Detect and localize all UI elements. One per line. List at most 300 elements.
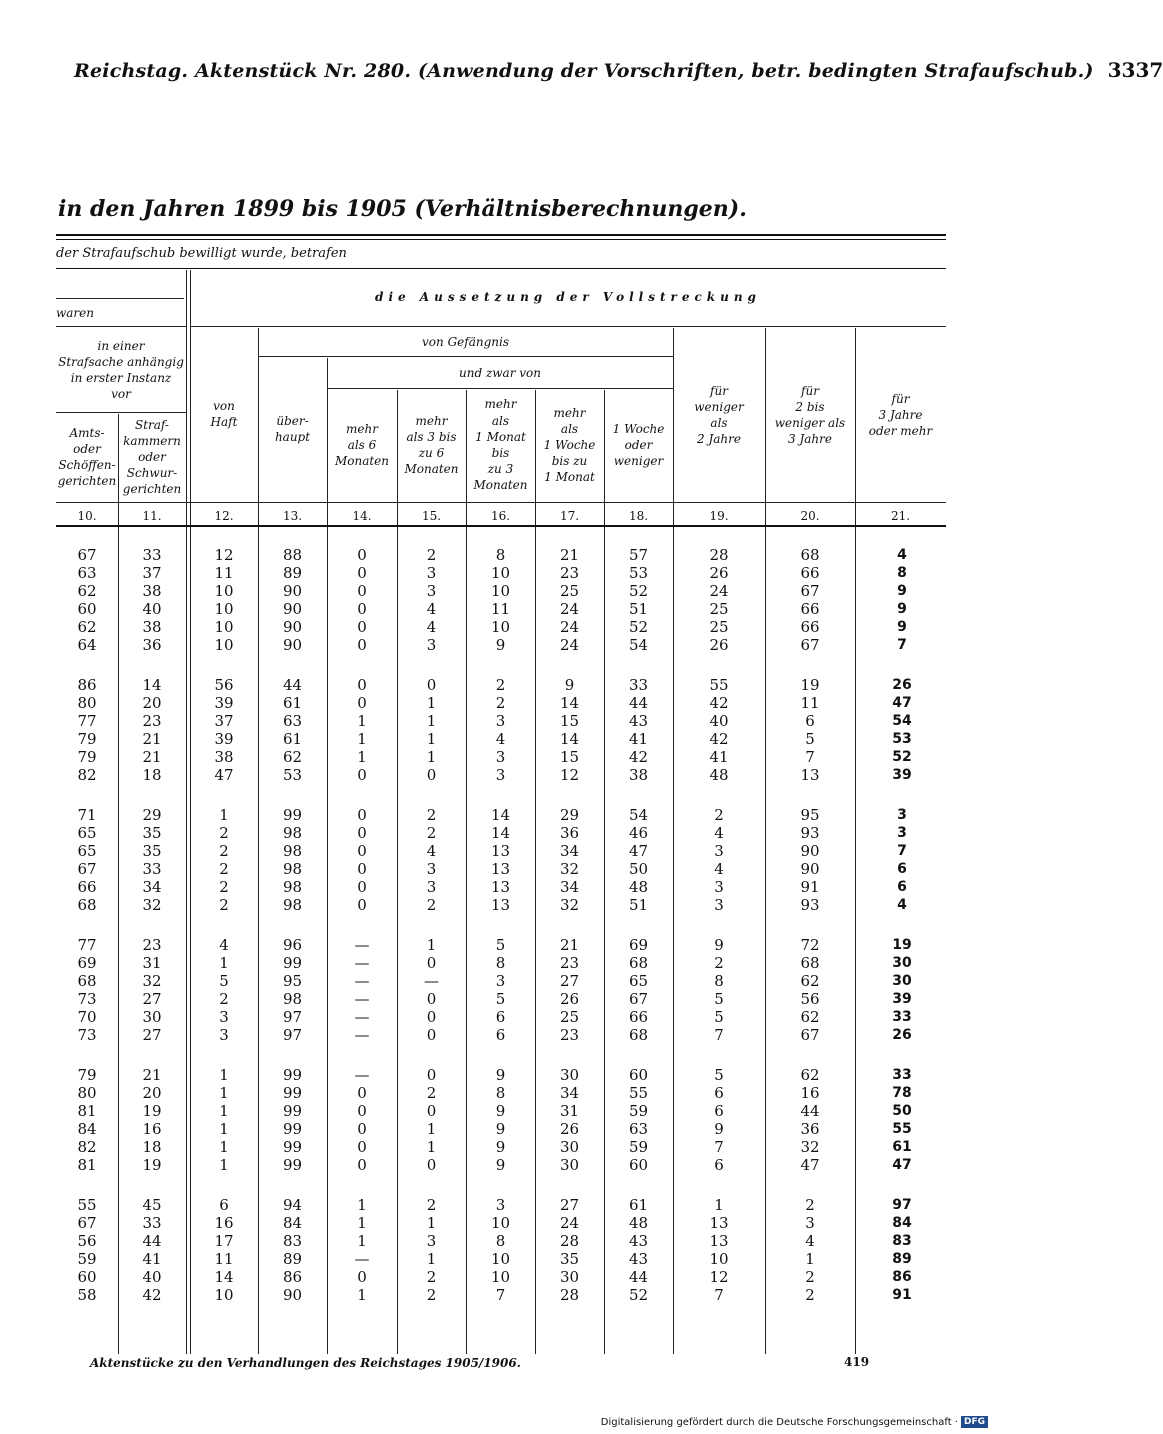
table-cell: 2 <box>219 990 229 1008</box>
table-cell: 55 <box>892 1121 912 1137</box>
table-cell: 67 <box>800 636 820 654</box>
table-cell: 13 <box>490 878 511 896</box>
table-cell: 0 <box>426 990 437 1008</box>
table-cell: 4 <box>897 547 907 563</box>
table-cell: 3 <box>426 564 437 582</box>
table-cell: 0 <box>357 842 367 860</box>
table-cell: 57 <box>628 546 649 564</box>
table-cell: 39 <box>214 694 234 712</box>
table-cell: 32 <box>559 896 580 914</box>
table-cell: 30 <box>559 1066 580 1084</box>
table-cell: 3 <box>714 878 724 896</box>
table-cell: 28 <box>709 546 729 564</box>
table-cell: 3 <box>714 896 724 914</box>
table-cell: 3 <box>495 766 506 784</box>
table-cell: 26 <box>709 564 729 582</box>
table-cell: 3 <box>426 1232 437 1250</box>
table-cell: 54 <box>628 636 649 654</box>
table-cell: 12 <box>559 766 580 784</box>
table-cell: 1 <box>219 1138 229 1156</box>
table-cell: 3 <box>495 748 506 766</box>
table-cell: 3 <box>495 972 506 990</box>
table-cell: 25 <box>709 618 729 636</box>
table-cell: 1 <box>714 1196 724 1214</box>
colno-19: 19. <box>709 509 729 523</box>
table-cell: 52 <box>628 582 649 600</box>
colno-18: 18. <box>628 509 649 523</box>
table-cell: 79 <box>77 1066 97 1084</box>
table-cell: 62 <box>282 748 303 766</box>
table-cell: 90 <box>800 842 820 860</box>
table-cell: 30 <box>559 1268 580 1286</box>
table-cell: 25 <box>709 600 729 618</box>
table-cell: 97 <box>282 1026 303 1044</box>
table-cell: 59 <box>77 1250 97 1268</box>
table-cell: 40 <box>709 712 729 730</box>
colno-13: 13. <box>282 509 303 523</box>
table-cell: 2 <box>219 896 229 914</box>
table-cell: 11 <box>800 694 820 712</box>
und-zwar-rule <box>327 388 673 389</box>
table-cell: 4 <box>805 1232 815 1250</box>
table-cell: — <box>354 990 370 1008</box>
table-cell: 48 <box>628 1214 649 1232</box>
heading-in-einer-strafsache: in einer Strafsache anhängig in erster Instanz vor <box>58 338 184 402</box>
table-cell: 0 <box>357 546 367 564</box>
table-cell: 16 <box>214 1214 234 1232</box>
table-cell: 24 <box>559 1214 580 1232</box>
table-cell: 63 <box>282 712 303 730</box>
table-cell: 3 <box>426 878 437 896</box>
instanz-rule <box>56 412 186 413</box>
table-cell: 0 <box>357 1102 367 1120</box>
table-cell: 4 <box>426 618 437 636</box>
table-cell: 14 <box>490 824 511 842</box>
table-cell: 68 <box>628 1026 649 1044</box>
table-cell: 98 <box>282 824 303 842</box>
table-cell: 99 <box>282 1120 303 1138</box>
table-cell: 30 <box>559 1156 580 1174</box>
table-cell: 44 <box>800 1102 820 1120</box>
table-cell: 46 <box>628 824 649 842</box>
table-cell: 45 <box>142 1196 162 1214</box>
table-cell: 36 <box>142 636 162 654</box>
table-cell: 40 <box>142 1268 162 1286</box>
col-sep-10-11 <box>118 414 119 1354</box>
table-cell: 15 <box>559 748 580 766</box>
table-cell: 90 <box>282 1286 303 1304</box>
footer-source: Aktenstücke zu den Verhandlungen des Reichstages 1905/1906. <box>90 1356 521 1370</box>
table-cell: 41 <box>142 1250 162 1268</box>
table-cell: 7 <box>495 1286 506 1304</box>
table-cell: 1 <box>357 1232 367 1250</box>
table-cell: 86 <box>77 676 97 694</box>
table-cell: 0 <box>357 676 367 694</box>
digitization-text: Digitalisierung gefördert durch die Deutsche Forschungsgemeinschaft · <box>600 1416 958 1428</box>
table-cell: 2 <box>219 842 229 860</box>
table-cell: 10 <box>490 618 511 636</box>
table-cell: 10 <box>490 582 511 600</box>
table-cell: 0 <box>357 618 367 636</box>
heading-col20: für 2 bis weniger als 3 Jahre <box>774 383 846 447</box>
table-caption: der Strafaufschub bewilligt wurde, betrafen <box>56 246 347 261</box>
colno-16: 16. <box>490 509 511 523</box>
table-cell: 3 <box>714 842 724 860</box>
table-cell: 61 <box>628 1196 649 1214</box>
table-cell: 6 <box>897 861 907 877</box>
table-cell: 9 <box>495 1066 506 1084</box>
table-cell: 3 <box>219 1008 229 1026</box>
table-cell: 90 <box>282 636 303 654</box>
table-cell: 82 <box>77 766 97 784</box>
table-cell: 19 <box>892 937 912 953</box>
table-cell: 6 <box>714 1156 724 1174</box>
table-cell: 71 <box>77 806 97 824</box>
table-cell: 13 <box>709 1214 729 1232</box>
table-cell: 81 <box>77 1156 97 1174</box>
colno-10: 10. <box>77 509 97 523</box>
page-number: 3337 <box>1107 58 1163 82</box>
table-cell: 33 <box>892 1067 912 1083</box>
table-cell: 0 <box>357 860 367 878</box>
table-cell: 93 <box>800 896 820 914</box>
table-cell: 20 <box>142 694 162 712</box>
table-cell: 9 <box>495 1156 506 1174</box>
table-cell: 32 <box>800 1138 820 1156</box>
table-cell: 26 <box>709 636 729 654</box>
table-cell: 9 <box>897 583 907 599</box>
table-cell: 67 <box>77 1214 97 1232</box>
table-cell: 9 <box>564 676 575 694</box>
table-cell: 55 <box>628 1084 649 1102</box>
table-cell: 3 <box>897 825 907 841</box>
table-cell: 0 <box>357 766 367 784</box>
heading-aussetzung: die Aussetzung der Vollstreckung <box>375 289 761 304</box>
table-cell: 3 <box>495 1196 506 1214</box>
table-cell: 3 <box>426 860 437 878</box>
table-cell: 11 <box>214 1250 234 1268</box>
heading-ueberhaupt: über- haupt <box>274 413 311 444</box>
table-cell: 65 <box>628 972 649 990</box>
table-cell: 61 <box>282 694 303 712</box>
table-cell: 38 <box>214 748 234 766</box>
table-cell: 84 <box>282 1214 303 1232</box>
table-cell: 2 <box>219 878 229 896</box>
table-cell: 2 <box>219 860 229 878</box>
table-cell: 70 <box>77 1008 97 1026</box>
table-cell: 56 <box>800 990 820 1008</box>
table-cell: 38 <box>628 766 649 784</box>
table-cell: 50 <box>892 1103 912 1119</box>
table-cell: 37 <box>214 712 234 730</box>
table-cell: 25 <box>559 1008 580 1026</box>
table-cell: 61 <box>892 1139 912 1155</box>
table-cell: 1 <box>219 954 229 972</box>
table-cell: 11 <box>490 600 511 618</box>
table-cell: 54 <box>892 713 912 729</box>
colno-12: 12. <box>214 509 234 523</box>
table-cell: 53 <box>628 564 649 582</box>
table-cell: 4 <box>426 600 437 618</box>
table-cell: 16 <box>142 1120 162 1138</box>
table-cell: 78 <box>892 1085 912 1101</box>
dfg-logo: DFG <box>961 1416 988 1428</box>
table-cell: 60 <box>628 1156 649 1174</box>
table-cell: 10 <box>490 1250 511 1268</box>
table-cell: 5 <box>714 1008 724 1026</box>
table-cell: 7 <box>714 1286 724 1304</box>
table-cell: 94 <box>282 1196 303 1214</box>
table-cell: 20 <box>142 1084 162 1102</box>
digitization-notice <box>601 1416 988 1428</box>
table-cell: 98 <box>282 860 303 878</box>
table-cell: 52 <box>628 1286 649 1304</box>
table-cell: 8 <box>897 565 907 581</box>
table-cell: 99 <box>282 806 303 824</box>
table-cell: 67 <box>77 860 97 878</box>
table-cell: 59 <box>628 1138 649 1156</box>
table-cell: 1 <box>426 1250 437 1268</box>
table-cell: 1 <box>426 1120 437 1138</box>
table-cell: 93 <box>800 824 820 842</box>
table-cell: 44 <box>628 694 649 712</box>
table-cell: — <box>354 1008 370 1026</box>
table-cell: 15 <box>559 712 580 730</box>
table-cell: 64 <box>77 636 97 654</box>
table-cell: 10 <box>490 1214 511 1232</box>
table-cell: 1 <box>219 1084 229 1102</box>
table-cell: 37 <box>142 564 162 582</box>
table-cell: 40 <box>142 600 162 618</box>
table-cell: 11 <box>214 564 234 582</box>
table-cell: 19 <box>142 1156 162 1174</box>
table-cell: 6 <box>495 1008 506 1026</box>
table-cell: 79 <box>77 730 97 748</box>
table-cell: 4 <box>897 897 907 913</box>
table-cell: 34 <box>559 1084 580 1102</box>
table-cell: — <box>354 1026 370 1044</box>
table-cell: 68 <box>628 954 649 972</box>
col-sep-13-14 <box>327 358 328 1354</box>
table-cell: 0 <box>426 954 437 972</box>
table-cell: 9 <box>495 1102 506 1120</box>
table-cell: 36 <box>559 824 580 842</box>
table-subtitle: in den Jahren 1899 bis 1905 (Verhältnisberechnungen). <box>58 196 747 222</box>
table-cell: 83 <box>892 1233 912 1249</box>
table-cell: 2 <box>426 1286 437 1304</box>
table-cell: 26 <box>559 1120 580 1138</box>
table-cell: 13 <box>490 842 511 860</box>
colno-rule <box>56 525 946 527</box>
table-cell: 0 <box>426 676 437 694</box>
table-cell: 41 <box>709 748 729 766</box>
table-cell: 9 <box>495 1120 506 1138</box>
table-cell: — <box>424 972 439 990</box>
table-cell: 47 <box>214 766 234 784</box>
table-cell: 0 <box>357 878 367 896</box>
table-cell: 0 <box>357 636 367 654</box>
table-cell: 2 <box>805 1196 815 1214</box>
table-cell: 60 <box>628 1066 649 1084</box>
table-cell: 1 <box>426 748 437 766</box>
table-cell: 5 <box>805 730 815 748</box>
table-cell: 6 <box>495 1026 506 1044</box>
table-cell: 84 <box>77 1120 97 1138</box>
table-cell: 2 <box>714 806 724 824</box>
table-cell: 18 <box>142 1138 162 1156</box>
table-cell: 4 <box>219 936 229 954</box>
table-cell: 38 <box>142 618 162 636</box>
table-cell: 1 <box>219 1066 229 1084</box>
table-cell: 3 <box>805 1214 815 1232</box>
table-cell: 54 <box>628 806 649 824</box>
colno-20: 20. <box>800 509 820 523</box>
table-cell: 14 <box>559 694 580 712</box>
table-cell: 77 <box>77 712 97 730</box>
table-cell: 0 <box>357 1084 367 1102</box>
table-cell: 39 <box>892 767 912 783</box>
table-cell: 98 <box>282 896 303 914</box>
table-cell: 52 <box>892 749 912 765</box>
table-cell: 98 <box>282 990 303 1008</box>
table-cell: 68 <box>77 972 97 990</box>
table-cell: 4 <box>714 824 724 842</box>
footer-page-number: 419 <box>844 1355 870 1369</box>
table-cell: 3 <box>495 712 506 730</box>
table-cell: 12 <box>214 546 234 564</box>
table-cell: 51 <box>628 600 649 618</box>
table-cell: 66 <box>77 878 97 896</box>
table-cell: 63 <box>77 564 97 582</box>
top-double-rule-thin <box>56 239 946 240</box>
table-cell: 1 <box>426 1214 437 1232</box>
table-cell: 32 <box>559 860 580 878</box>
table-cell: 66 <box>800 618 820 636</box>
table-cell: 27 <box>142 1026 162 1044</box>
table-cell: 21 <box>559 936 580 954</box>
table-cell: — <box>354 972 370 990</box>
table-cell: 48 <box>628 878 649 896</box>
table-cell: 2 <box>805 1268 815 1286</box>
table-cell: 6 <box>219 1196 229 1214</box>
table-cell: 21 <box>142 730 162 748</box>
table-cell: 23 <box>142 712 162 730</box>
table-cell: 1 <box>357 1286 367 1304</box>
table-cell: 98 <box>282 842 303 860</box>
table-cell: 9 <box>714 936 724 954</box>
table-cell: 68 <box>77 896 97 914</box>
heading-col14: mehr als 6 Monaten <box>334 421 390 469</box>
table-cell: 28 <box>559 1232 580 1250</box>
table-cell: 67 <box>800 1026 820 1044</box>
table-cell: 0 <box>357 1138 367 1156</box>
table-cell: 7 <box>897 843 907 859</box>
heading-von-gefaengnis: von Gefängnis <box>422 334 509 349</box>
table-cell: 97 <box>892 1197 912 1213</box>
table-cell: 30 <box>142 1008 162 1026</box>
table-cell: 67 <box>77 546 97 564</box>
table-cell: 21 <box>142 1066 162 1084</box>
table-cell: 1 <box>219 1156 229 1174</box>
table-cell: 10 <box>214 1286 234 1304</box>
table-cell: 44 <box>142 1232 162 1250</box>
table-cell: 26 <box>559 990 580 1008</box>
table-cell: 1 <box>219 806 229 824</box>
col-sep-14-15 <box>397 390 398 1354</box>
table-cell: 99 <box>282 1156 303 1174</box>
waren-rule-top <box>56 298 184 299</box>
table-cell: 0 <box>357 896 367 914</box>
table-cell: 60 <box>77 1268 97 1286</box>
table-cell: 31 <box>559 1102 580 1120</box>
heading-waren: waren <box>56 305 94 320</box>
table-cell: 62 <box>800 972 820 990</box>
header-bottom-rule <box>56 502 946 503</box>
table-cell: 3 <box>426 636 437 654</box>
table-cell: 48 <box>709 766 729 784</box>
table-cell: — <box>354 1250 370 1268</box>
table-cell: 14 <box>490 806 511 824</box>
table-cell: 42 <box>628 748 649 766</box>
table-cell: 29 <box>142 806 162 824</box>
table-cell: 1 <box>357 1196 367 1214</box>
table-cell: 58 <box>77 1286 97 1304</box>
table-cell: 4 <box>714 860 724 878</box>
table-cell: — <box>354 936 370 954</box>
heading-col16: mehr als 1 Monat bis zu 3 Monaten <box>473 397 528 493</box>
table-cell: 16 <box>800 1084 820 1102</box>
table-cell: 0 <box>426 1026 437 1044</box>
table-cell: 67 <box>628 990 649 1008</box>
table-cell: 30 <box>892 973 912 989</box>
table-cell: 60 <box>77 600 97 618</box>
table-cell: 68 <box>800 546 820 564</box>
colno-14: 14. <box>352 509 372 523</box>
table-cell: 1 <box>357 712 367 730</box>
colno-21: 21. <box>890 509 911 523</box>
table-cell: 24 <box>559 600 580 618</box>
table-cell: 63 <box>628 1120 649 1138</box>
table-cell: 2 <box>495 676 506 694</box>
heading-col19: für weniger als 2 Jahre <box>694 383 744 447</box>
aussetzung-rule <box>190 326 946 327</box>
table-cell: 21 <box>142 748 162 766</box>
table-cell: 14 <box>214 1268 234 1286</box>
table-cell: 43 <box>628 712 649 730</box>
table-cell: 0 <box>426 1008 437 1026</box>
colno-15: 15. <box>421 509 442 523</box>
table-cell: 13 <box>490 860 511 878</box>
col-sep-16-17 <box>535 390 536 1354</box>
col-sep-11-12 <box>186 270 187 1354</box>
col-sep-17-18 <box>604 390 605 1354</box>
table-cell: 0 <box>357 1156 367 1174</box>
table-cell: 23 <box>559 1026 580 1044</box>
table-cell: 1 <box>357 1214 367 1232</box>
table-cell: 1 <box>426 936 437 954</box>
heading-und-zwar: und zwar von <box>459 365 541 380</box>
table-cell: 12 <box>709 1268 729 1286</box>
table-cell: 17 <box>214 1232 234 1250</box>
table-cell: 24 <box>709 582 729 600</box>
table-cell: 47 <box>892 695 912 711</box>
table-cell: 90 <box>282 600 303 618</box>
table-cell: 23 <box>559 954 580 972</box>
table-cell: 33 <box>142 1214 162 1232</box>
table-cell: 27 <box>559 1196 580 1214</box>
table-cell: 96 <box>282 936 303 954</box>
table-cell: 44 <box>628 1268 649 1286</box>
